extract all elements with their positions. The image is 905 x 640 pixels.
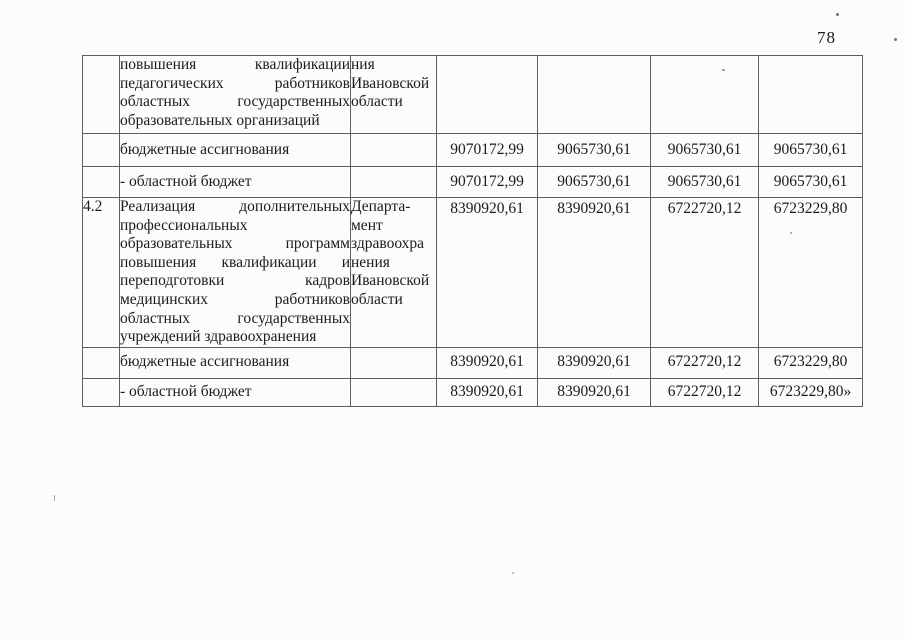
value-cell: 6722720,12 [651,378,759,406]
value-cell [651,56,759,134]
table-row [83,56,863,134]
description-line: повышения квалификации [120,56,350,73]
department-cell [351,198,437,348]
value-cell: 6722720,12 [651,198,759,348]
row-number-cell [83,347,120,378]
table-row [83,198,863,348]
department-cell [351,167,437,198]
row-number-cell [83,378,120,406]
description-cell [120,198,351,348]
row-number-cell [83,167,120,198]
value-cell: 6723229,80 [759,198,863,348]
value-cell: 8390920,61 [538,378,651,406]
label-cell: - областной бюджет [120,378,351,406]
description-line: образовательных программ [120,235,350,253]
description-line: профессиональных [120,216,248,234]
value-cell [538,56,651,134]
label-cell: - областной бюджет [120,167,351,198]
scan-speck [54,495,55,501]
value-cell: 9070172,99 [437,167,538,198]
value-cell: 6722720,12 [651,347,759,378]
value-cell [759,56,863,134]
department-cell [351,378,437,406]
value-cell: 9070172,99 [437,134,538,167]
table-row [83,134,863,167]
description-line: учреждений здравоохранения [120,328,317,346]
department-line: Ивановской [351,272,430,290]
table-row [83,347,863,378]
department-line: здравоохра [351,235,425,253]
table-row [83,167,863,198]
description-line: переподготовки кадров [120,272,350,290]
value-cell: 8390920,61 [538,347,651,378]
value-cell: 9065730,61 [651,167,759,198]
scan-speck [894,38,897,41]
department-line: Ивановской [351,74,430,92]
scan-speck [790,232,792,234]
scan-speck [512,572,514,574]
value-cell: 9065730,61 [651,134,759,167]
department-line: Департа- [351,198,411,215]
description-line: областных государственных [120,93,350,111]
department-line: области [351,290,403,308]
value-cell: 9065730,61 [759,134,863,167]
value-cell: 6723229,80» [759,378,863,406]
department-cell [351,134,437,167]
value-cell [437,56,538,134]
value-cell: 9065730,61 [538,167,651,198]
description-line: областных государственных [120,309,350,327]
label-cell: бюджетные ассигнования [120,134,351,167]
department-cell [351,347,437,378]
row-number-cell [83,134,120,167]
value-cell: 8390920,61 [437,378,538,406]
department-cell [351,56,437,134]
scan-speck [836,13,839,16]
department-line: области [351,93,403,111]
row-number-cell: 4.2 [83,198,120,348]
row-number-cell [83,56,120,134]
scan-speck [722,69,725,71]
description-line: педагогических работников [120,74,350,92]
page-number: 78 [817,28,836,47]
table-row [83,378,863,406]
description-line: повышения квалификации и [120,253,350,271]
department-line: нения [351,253,390,271]
value-cell: 9065730,61 [538,134,651,167]
description-line: образовательных организаций [120,111,320,129]
department-line: ния [351,56,375,73]
description-cell [120,56,351,134]
value-cell: 8390920,61 [437,198,538,348]
description-line: медицинских работников [120,290,350,308]
value-cell: 6723229,80 [759,347,863,378]
value-cell: 8390920,61 [538,198,651,348]
department-line: мент [351,216,383,234]
description-line: Реализация дополнительных [120,198,350,215]
label-cell: бюджетные ассигнования [120,347,351,378]
budget-table [82,55,863,407]
value-cell: 8390920,61 [437,347,538,378]
value-cell: 9065730,61 [759,167,863,198]
